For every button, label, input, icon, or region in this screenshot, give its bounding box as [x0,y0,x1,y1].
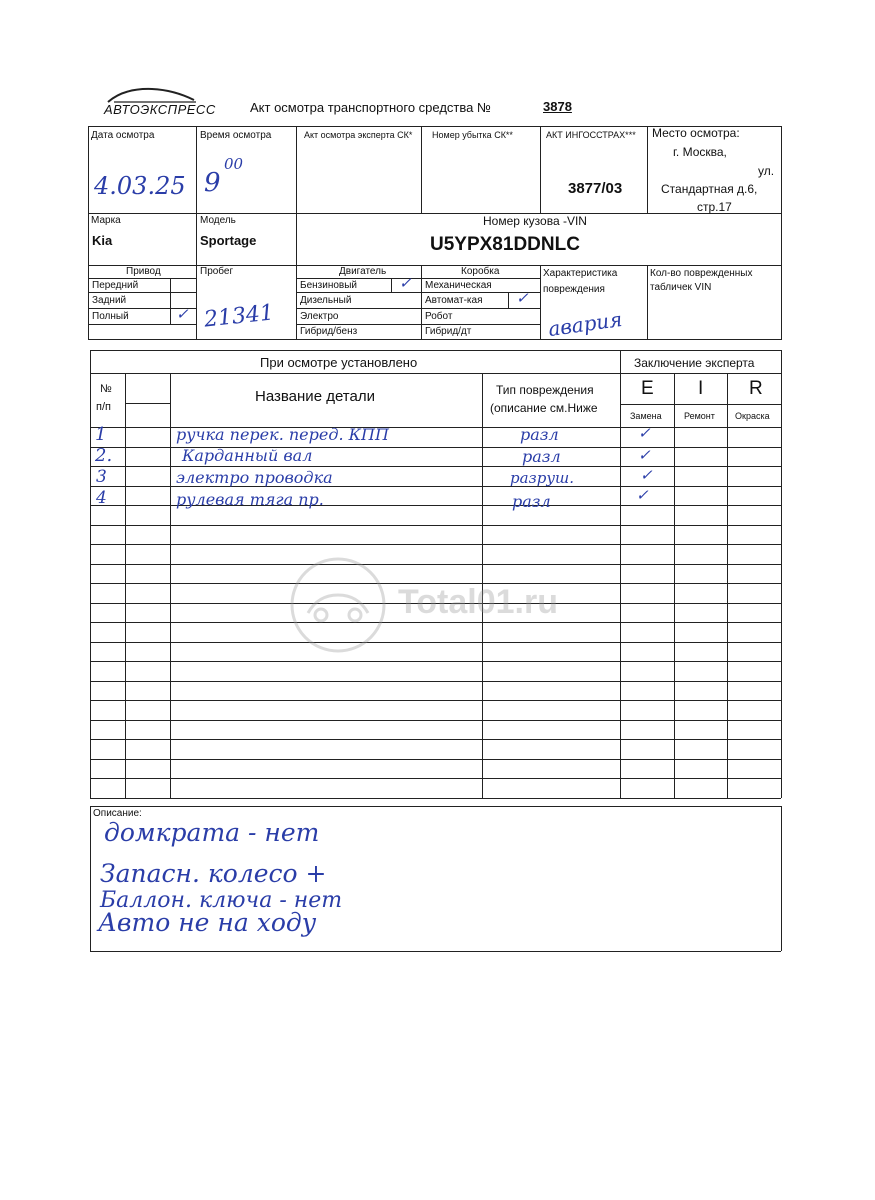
place-street: Стандартная д.6, [661,182,758,196]
time-label: Время осмотра [200,130,272,141]
mileage-value: 21341 [202,300,276,333]
gearbox-option-hybrid: Гибрид/дт [425,326,472,337]
row-num: 4 [96,488,107,508]
row-damage: разл [512,492,551,511]
table-rule [90,525,781,526]
damage-char-label-1: Характеристика [543,268,618,279]
plates-label-2: табличек VIN [650,282,712,293]
drive-option-rear: Задний [92,295,127,306]
col-e-sub: Замена [630,411,662,421]
drive-check-icon: ✓ [176,306,189,323]
act-number: 3878 [543,99,572,114]
row-part: ручка перек. перед. КПП [176,425,389,444]
description-line: Баллон. ключа - нет [100,888,343,913]
table-rule [90,720,781,721]
table-rule [90,466,781,467]
table-rule [90,681,781,682]
row-part: Карданный вал [182,446,313,465]
row-num: 3 [96,467,107,487]
damage-char-value: авария [546,306,624,342]
place-city: г. Москва, [673,145,727,159]
table-rule [90,544,781,545]
drive-option-all: Полный [92,311,129,322]
table-rule [90,700,781,701]
gearbox-label: Коробка [461,266,500,277]
make-value: Kia [92,233,113,248]
mileage-label: Пробег [200,266,234,277]
gearbox-option-manual: Механическая [425,280,492,291]
watermark [288,555,608,665]
engine-option-electric: Электро [300,311,339,322]
page-title: Акт осмотра транспортного средства № [250,100,491,115]
replace-check-icon: ✓ [640,467,653,484]
col-r: R [749,378,763,399]
drive-option-front: Передний [92,280,139,291]
drive-label: Привод [126,266,161,277]
description-line: домкрата - нет [104,818,320,847]
engine-option-hybrid: Гибрид/бенз [300,326,358,337]
col-e: E [641,378,654,399]
place-label: Место осмотра: [652,126,740,140]
description-line: Авто не на ходу [98,908,317,937]
gearbox-option-auto: Автомат-кая [425,295,483,306]
col-part: Название детали [255,388,375,405]
col-i-sub: Ремонт [684,411,715,421]
logo [104,84,216,124]
row-num: 1 [95,424,107,445]
vin-label: Номер кузова -VIN [483,214,587,228]
row-part: электро проводка [176,468,333,487]
make-label: Марка [91,215,121,226]
findings-title: При осмотре установлено [260,355,418,370]
engine-label: Двигатель [339,266,387,277]
ingos-act-value: 3877/03 [568,180,623,197]
description-line: Запасн. колесо + [100,859,327,888]
ingos-act-label: АКТ ИНГОССТРАХ*** [546,130,636,140]
place-ul: ул. [758,164,775,178]
time-minutes: 00 [224,155,244,173]
gearbox-option-robot: Робот [425,311,453,322]
replace-check-icon: ✓ [636,487,649,504]
col-r-sub: Окраска [735,411,770,421]
plates-label-1: Кол-во поврежденных [650,268,753,279]
row-damage: разруш. [510,469,575,487]
date-value: 4.03.25 [94,172,186,200]
row-num: 2. [95,445,113,466]
description-label: Описание: [93,808,142,819]
table-rule [90,759,781,760]
engine-option-petrol: Бензиновый [300,280,357,291]
expert-act-label: Акт осмотра эксперта СК* [304,130,413,140]
row-damage: разл [522,447,561,466]
watermark-logo-icon [288,555,388,655]
table-rule [90,739,781,740]
engine-option-diesel: Дизельный [300,295,352,306]
watermark-text: Total01.ru [398,583,558,621]
engine-check-icon: ✓ [399,275,412,292]
loss-number-label: Номер убытка СК** [432,130,513,140]
row-part: рулевая тяга пр. [176,490,324,509]
col-damage-2: (описание см.Ниже [490,401,598,415]
col-i: I [698,378,704,399]
replace-check-icon: ✓ [638,425,651,442]
table-rule [90,778,781,779]
logo-text: АВТОЭКСПРЕСС [104,102,216,117]
model-label: Модель [200,215,236,226]
gearbox-check-icon: ✓ [516,290,529,307]
model-value: Sportage [200,233,257,248]
expert-conclusion-title: Заключение эксперта [634,356,755,370]
replace-check-icon: ✓ [638,447,651,464]
col-damage-1: Тип повреждения [496,383,594,397]
date-label: Дата осмотра [91,130,155,141]
place-bldg: стр.17 [697,200,732,214]
row-damage: разл [520,425,559,444]
vin-value: U5YPX81DDNLC [430,234,580,255]
time-hour: 9 [204,168,221,198]
damage-char-label-2: повреждения [543,284,605,295]
col-num-1: № [100,383,112,395]
col-num-2: п/п [96,401,111,413]
